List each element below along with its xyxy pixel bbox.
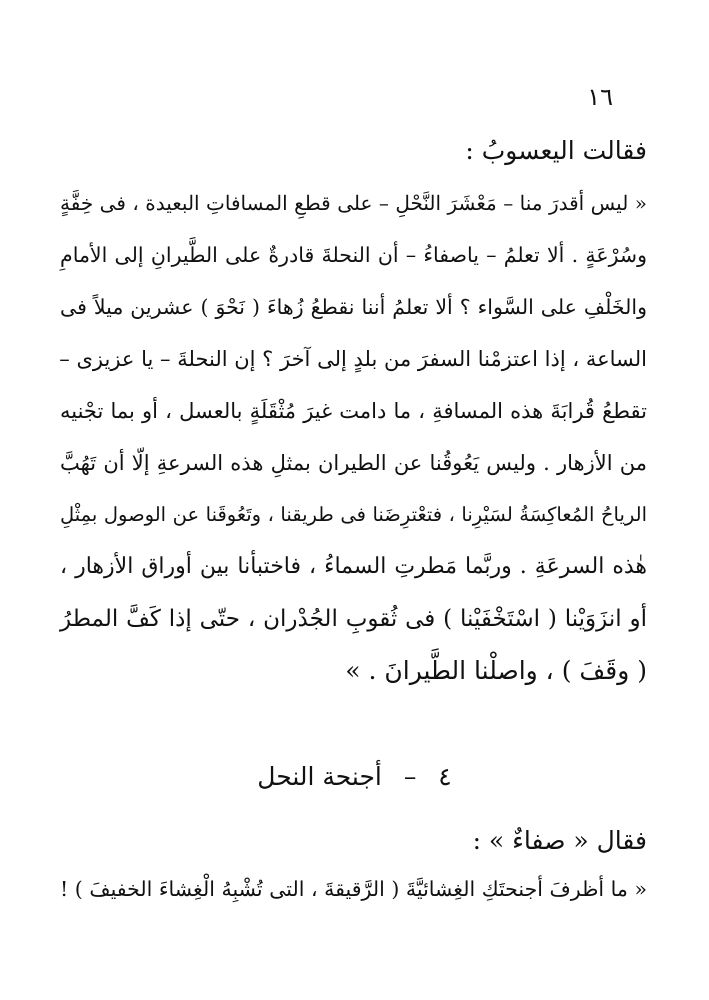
paragraph-line-2: وسُرْعَةٍ . ألا تعلمُ – ياصفاءُ – أن النحلةَ قادرةٌ على الطَّيرانِ إلى الأمامِ: [60, 243, 647, 267]
paragraph-line-9: أو انزَوَيْنا ( اسْتَخْفَيْنا ) فى ثُقوبِ الجُدْران ، حتّى إذا كَفَّ المطرُ: [60, 606, 647, 632]
paragraph-line-7: الرياحُ المُعاكِسَةُ لسَيْرِنا ، فتعْترِضَنا فى طريقنا ، وتَعُوقَنا عن الوصول بمِثْلِ: [60, 503, 647, 526]
paragraph-line-1: « ليس أقدرَ منا – مَعْشَرَ النَّحْلِ – على قطعِ المسافاتِ البعيدة ، فى خِفَّةٍ: [60, 191, 647, 215]
speaker-line-safaa: فقال « صفاءٌ » :: [472, 826, 647, 855]
speaker-line-yasoub: فقالت اليعسوبُ :: [465, 136, 647, 165]
page-number: ١٦: [587, 83, 613, 111]
paragraph-line-6: من الأزهار . وليس يَعُوقُنا عن الطيران بمثلِ هذه السرعةِ إلّا أن تَهُبَّ: [60, 451, 647, 475]
paragraph-line-8: هٰذه السرعَةِ . وربَّما مَطرتِ السماءُ ، فاختبأنا بين أوراق الأزهار ،: [60, 554, 647, 579]
paragraph-line-10: ( وقَفَ ) ، واصلْنا الطَّيرانَ . »: [345, 656, 647, 685]
paragraph-line-3: والخَلْفِ على السَّواء ؟ ألا تعلمُ أننا نقطعُ زُهاءَ ( نَحْوَ ) عشرين ميلاً فى: [60, 295, 647, 319]
paragraph-line-5: تقطعُ قُرابَةَ هذه المسافةِ ، ما دامت غيرَ مُثْقَلَةٍ بالعسل ، أو بما تجْنيه: [60, 399, 647, 423]
section-title: أجنحة النحل: [257, 762, 382, 791]
paragraph-line-4: الساعة ، إذا اعتزمْنا السفرَ من بلدٍ إلى آخرَ ؟ إن النحلةَ – يا عزيزى –: [59, 347, 647, 371]
section-number: ٤: [438, 762, 452, 791]
section-heading: [0, 760, 709, 794]
section-dash: –: [403, 762, 417, 791]
closing-line: « ما أظرفَ أجنحتَكِ الغِشائيَّةَ ( الرَّقيقةَ ، التى تُشْبِهُ الْغِشاءَ الخفيفَ ) !: [60, 877, 647, 901]
